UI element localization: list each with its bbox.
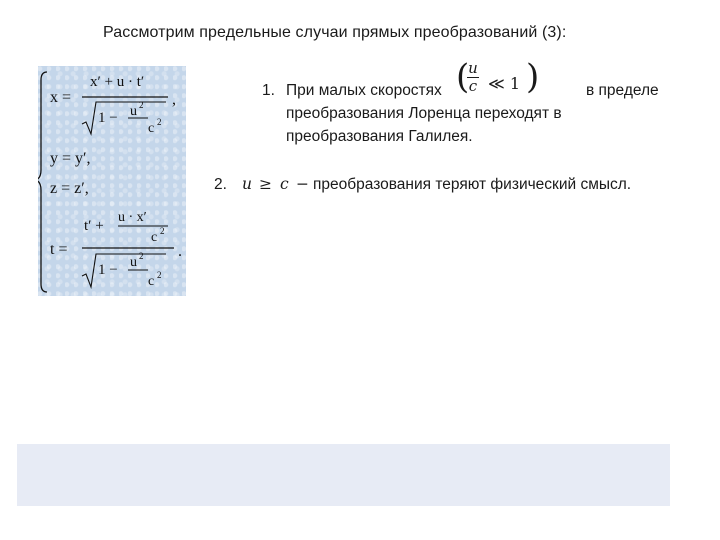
u-over-c-fraction [467,61,479,94]
t-numerator-ux: u · x′ [118,210,147,225]
t-rad-u: u [130,255,137,270]
item-1-text-before: При малых скоростях [286,82,442,99]
t-rad-c: c [148,274,155,289]
empty-content-box [17,444,670,506]
x-rad-one-minus: 1 − [98,110,118,126]
t-num-c-exp: 2 [160,226,165,236]
y-equation: y = y′, [50,150,91,167]
x-rad-c-exp: 2 [157,117,162,127]
fraction-denominator: c [468,77,478,95]
t-rad-c-exp: 2 [157,270,162,280]
x-numerator: x′ + u · t′ [90,74,145,90]
item-2-number: 2. [214,176,227,193]
z-equation: z = z′, [50,180,89,197]
close-paren: ) [526,57,540,97]
fraction-numerator: u [468,59,478,77]
t-rad-u-exp: 2 [139,251,144,261]
t-numerator-tprime: t′ + [84,218,104,234]
lorentz-formula-image [38,66,186,296]
much-less-relation: ≪ 1 [488,74,521,93]
slide-title: Рассмотрим предельные случаи прямых преобразований (3): [103,24,567,41]
item-2-lhs: u [242,175,252,193]
x-rad-c: c [148,121,155,136]
item-1-line-3: преобразования Галилея. [286,128,473,145]
t-lhs: t = [50,241,68,258]
t-num-c: c [151,230,158,245]
item-2-rhs: c [280,175,289,193]
system-brace [38,72,47,292]
x-rad-u: u [130,104,137,119]
item-2-dash: − [296,175,309,193]
open-paren: ( [456,57,470,97]
item-1-line-2: преобразования Лоренца переходят в [286,105,562,122]
t-rad-one-minus: 1 − [98,262,118,278]
t-period: . [178,243,182,260]
item-1-text-after: в пределе [586,82,659,99]
item-1-number: 1. [262,82,275,99]
x-comma: , [172,91,176,108]
x-lhs: x = [50,89,72,106]
item-2-text: преобразования теряют физический смысл. [313,176,632,193]
item-2-op: ≥ [259,175,272,193]
x-rad-u-exp: 2 [139,100,144,110]
formula-svg [38,66,186,296]
